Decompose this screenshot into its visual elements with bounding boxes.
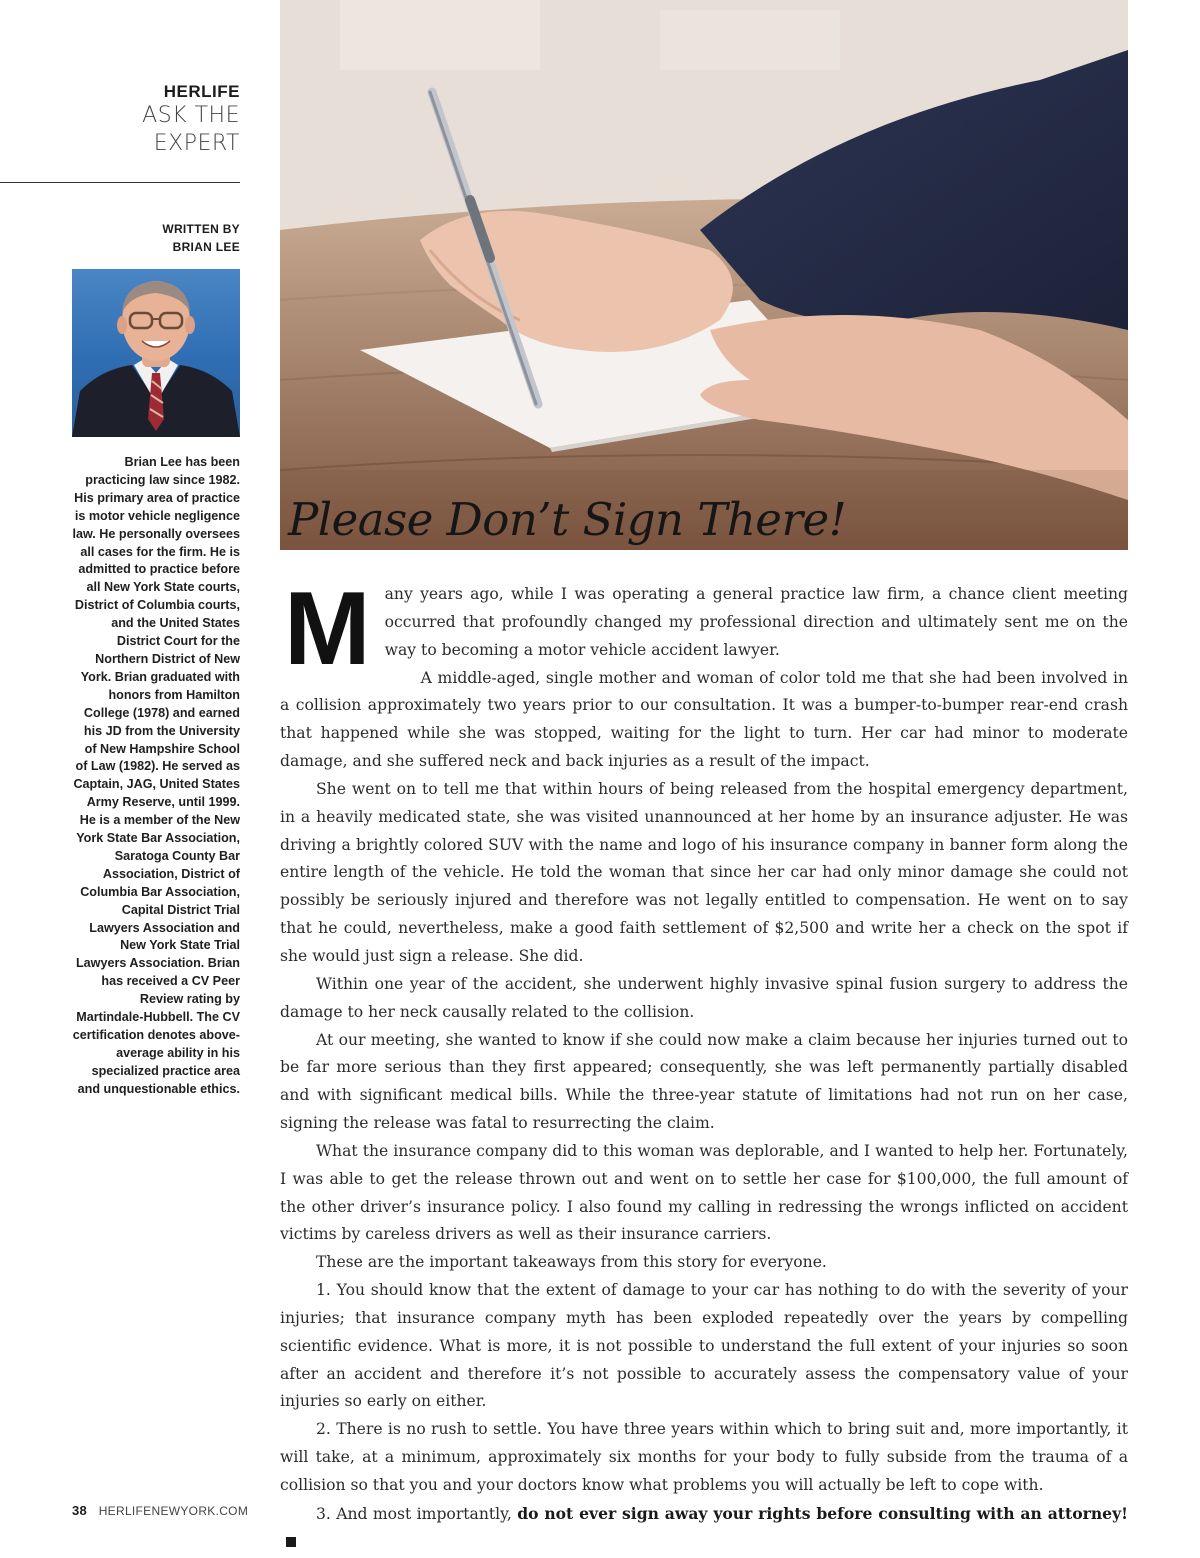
byline-label: WRITTEN BY [162,222,240,236]
article-paragraph: Within one year of the accident, she underwent highly invasive spinal fusion surgery to address the damage to her neck causally related to the collision. [280,974,1128,1021]
page-number: 38 [72,1503,88,1518]
article-paragraph: A middle-aged, single mother and woman of color told me that she had been involved in a collision approximately two years prior to our consultation. It was a bumper-to-bumper rear-end crash that happened while she was stopped, waiting for the light to turn. Her car had minor to moderate damage, and she suffered neck and back injuries as a result of the impact. [280,668,1128,771]
hero-photo-image [280,0,1128,550]
header-divider [0,182,240,183]
article-title: Please Don’t Sign There! [288,493,847,546]
author-portrait [72,269,240,437]
paragraph-text: 3. And most importantly, [316,1504,518,1523]
footer-site: HERLIFENEWYORK.COM [98,1504,249,1518]
drop-cap: M [284,571,371,687]
section-subtitle-line-1: ASK THE [142,103,240,128]
article-paragraph: She went on to tell me that within hours of being released from the hospital emergency department, in a heavily medicated state, she was visited unannounced at her home by an insurance adjuster. He was driving a brightly colored SUV with the name and logo of his insurance company in banner form along the entire length of the vehicle. He told the woman that since her car had only minor damage she could not possibly be seriously injured and therefore was not legally entitled to compensation. He went on to say that he could, nevertheless, make a good faith settlement of $2,500 and write her a check on the spot if she would just sign a release. She did. [280,779,1128,965]
paragraph-text: any years ago, while I was operating a general practice law firm, a chance client meeting occurred that profoundly changed my professional direction and ultimately sent me on the way to becoming a motor vehicle accident lawyer. [384,585,1128,659]
page-footer [72,1503,248,1518]
end-of-article-mark [286,1537,296,1547]
byline [40,220,240,256]
section-subtitle-line-2: EXPERT [153,131,240,156]
author-portrait-image [72,269,240,437]
author-bio: Brian Lee has been practicing law since 1982. His primary area of practice is motor vehicle negligence law. He personally oversees all cases for the firm. He is admitted to practice before all New York State courts, District of Columbia courts, and the United States District Court for the Northern District of New York. Brian graduated with honors from Hamilton College (1978) and earned his JD from the University of New Hampshire School of Law (1982). He served as Captain, JAG, United States Army Reserve, until 1999. He is a member of the New York State Bar Association, Saratoga County Bar Association, District of Columbia Bar Association, Capital District Trial Lawyers Association and New York State Trial Lawyers Association. Brian has received a CV Peer Review rating by Martindale-Hubbell. The CV certification denotes above-average ability in his specialized practice area and unquestionable ethics. [72,455,240,1096]
article-paragraph: 1. You should know that the extent of damage to your car has nothing to do with the severity of your injuries; that insurance company myth has been exploded repeatedly over the years by compelling scientific evidence. What is more, it is not possible to understand the full extent of your injuries so soon after an accident and therefore it’s not possible to accurately assess the compensatory value of your injuries so early on either. [280,1281,1128,1411]
article-paragraph [280,1500,1128,1557]
article-body [280,571,1128,1557]
article-paragraph: 2. There is no rush to settle. You have three years within which to bring suit and, more importantly, it will take, at a minimum, approximately six months for your body to fully subside from the trauma of a collision so that you and your doctors know what problems you will actually be left to cope with. [280,1420,1128,1494]
paragraph-emphasis: do not ever sign away your rights before consulting with an attorney! [517,1503,1128,1523]
section-name: HERLIFE [163,82,240,101]
article-paragraph [280,571,1128,687]
byline-author: BRIAN LEE [172,240,240,254]
section-header [20,82,240,158]
article-paragraph: These are the important takeaways from this story for everyone. [316,1253,827,1272]
hero-photo [280,0,1128,550]
article-paragraph: What the insurance company did to this woman was deplorable, and I wanted to help her. Fortunately, I was able to get the release thrown out and went on to settle her case for $100,000, the full amount of the other driver’s insurance policy. I also found my calling in redressing the wrongs inflicted on accident victims by careless drivers as well as their insurance carriers. [280,1141,1128,1244]
article-paragraph: At our meeting, she wanted to know if she could now make a claim because her injuries turned out to be far more serious than they first appeared; consequently, she was left permanently partially disabled and with significant medical bills. While the three-year statute of limitations had not run on her case, signing the release was fatal to resurrecting the claim. [280,1030,1128,1133]
